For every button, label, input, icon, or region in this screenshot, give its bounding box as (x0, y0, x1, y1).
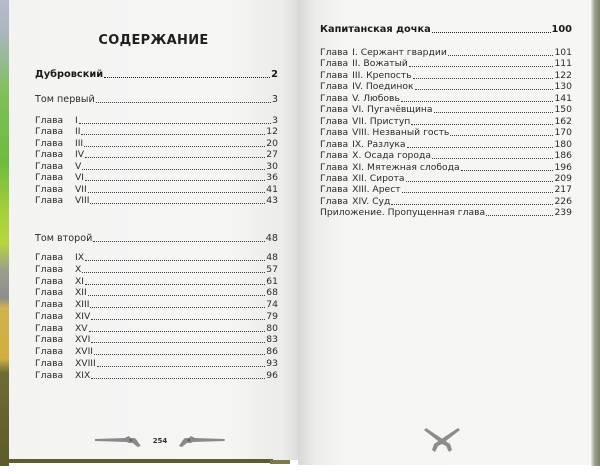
toc-chapter-row (35, 172, 278, 183)
chapter-title: Любовь (363, 92, 400, 104)
chapter-page: 80 (266, 322, 278, 334)
chapter-number: XIV (75, 310, 91, 322)
chapter-number: XI. (352, 161, 365, 173)
chapter-label (320, 196, 390, 207)
chapter-number: XVIII (75, 357, 96, 369)
leader-dots (461, 170, 554, 171)
chapter-number: X. (352, 150, 362, 162)
toc-chapter-row (35, 138, 278, 149)
chapter-page: 141 (554, 92, 572, 104)
toc-chapter-row (35, 115, 278, 126)
chapter-page: 27 (266, 149, 278, 161)
chapter-number: IX. (352, 138, 365, 150)
leader-dots (89, 331, 266, 332)
chapter-page: 196 (554, 161, 572, 173)
chapter-number: V. (352, 92, 361, 104)
chapter-label (35, 184, 87, 195)
chapter-number: XIX (75, 369, 91, 381)
pistol-right-icon (173, 434, 225, 448)
chapter-page: 43 (266, 195, 278, 207)
book-cover-bottom-right (270, 460, 290, 464)
leader-dots (81, 134, 265, 135)
toc-chapter-row (35, 287, 278, 298)
chapter-page: 48 (266, 252, 278, 263)
chapter-title: Сержант гвардии (360, 47, 447, 58)
book-cover-spine (0, 0, 9, 466)
toc-entry-volume-two (35, 233, 278, 244)
leader-dots (391, 204, 553, 205)
chapter-title: Осада города (364, 150, 431, 162)
chapter-number: II (75, 126, 81, 138)
toc-chapter-row (35, 311, 278, 322)
chapter-page: 130 (554, 81, 572, 93)
chapter-number: XII (75, 287, 87, 299)
leader-dots (415, 89, 554, 90)
chapter-page: 30 (266, 160, 278, 172)
chapter-page: 170 (554, 127, 572, 139)
chapter-page: 36 (266, 172, 278, 184)
toc-chapter-row (320, 173, 572, 184)
chapter-page: 180 (554, 138, 572, 150)
leader-dots (407, 147, 554, 148)
toc-chapter-row (35, 358, 278, 369)
leader-dots (411, 124, 553, 125)
chapter-page: 74 (266, 299, 278, 310)
chapter-number: III. (352, 69, 364, 81)
chapter-label (320, 162, 460, 173)
toc-chapter-row (35, 276, 278, 287)
chapter-number: III (75, 137, 84, 149)
leader-dots (88, 295, 266, 296)
entry-page: 3 (271, 94, 278, 105)
entry-title: Том второй (35, 233, 93, 244)
chapter-word: Глава (35, 115, 64, 126)
chapter-number: IV. (352, 81, 363, 93)
chapter-title: Разлука (367, 138, 406, 150)
chapter-page: 68 (266, 287, 278, 299)
leader-dots (434, 112, 554, 113)
leader-dots (82, 272, 265, 273)
toc-chapter-row (320, 184, 572, 195)
chapter-label (320, 81, 414, 92)
toc-chapter-row (35, 126, 278, 137)
chapter-page: 86 (266, 346, 278, 357)
chapter-word: Глава (320, 195, 349, 207)
chapter-number: XV (75, 322, 88, 334)
chapter-word: Глава (320, 58, 349, 70)
crossed-pistols-icon (424, 426, 460, 454)
leader-dots (409, 66, 554, 67)
chapter-label (35, 334, 90, 345)
chapter-number: X (75, 263, 82, 275)
chapter-label (320, 139, 406, 150)
chapter-label (35, 358, 96, 369)
chapter-number: I (75, 115, 78, 126)
chapter-label (320, 116, 410, 127)
chapter-number: II. (352, 58, 361, 70)
chapter-label (35, 276, 84, 287)
chapter-number: VIII (75, 195, 90, 207)
toc-chapter-row (320, 162, 572, 173)
toc-chapter-row (35, 264, 278, 275)
toc-chapter-row (35, 334, 278, 345)
chapter-number: XVII (75, 346, 93, 357)
chapter-word: Глава (320, 81, 349, 93)
chapter-number: I. (352, 47, 358, 58)
chapter-label (35, 252, 84, 263)
chapter-number: XIII (75, 299, 90, 310)
toc-chapter-row (35, 149, 278, 160)
leader-dots (85, 260, 265, 261)
toc-entry-dubrovsky (35, 69, 278, 80)
leader-dots (432, 32, 551, 33)
chapter-number: XIV. (352, 195, 370, 207)
page-number: 254 (152, 437, 168, 445)
chapter-page: 96 (266, 369, 278, 381)
chapter-number: VII (75, 183, 87, 195)
leader-dots (94, 354, 265, 355)
leader-dots (79, 123, 271, 124)
chapter-page: 122 (554, 69, 572, 81)
chapter-number: V (75, 160, 82, 172)
chapter-label (35, 195, 89, 206)
chapter-label (35, 264, 81, 275)
entry-page: 100 (551, 24, 572, 35)
chapter-label (35, 126, 80, 137)
entry-title: Капитанская дочка (320, 24, 431, 35)
leader-dots (85, 284, 265, 285)
leader-dots (91, 342, 265, 343)
entry-page: 48 (265, 233, 278, 244)
chapter-number: VII. (352, 115, 367, 127)
entry-title: Дубровский (35, 69, 104, 80)
page-footer-left (95, 432, 225, 450)
chapter-word: Глава (35, 126, 64, 138)
chapter-word: Глава (320, 127, 349, 139)
chapter-page: 3 (272, 115, 278, 126)
chapter-word: Глава (35, 357, 64, 369)
chapter-label (320, 93, 400, 104)
leader-dots (85, 157, 265, 158)
toc-entry-captains-daughter (320, 24, 572, 35)
chapter-label (320, 127, 449, 138)
chapter-label (35, 323, 88, 334)
toc-chapter-row (35, 299, 278, 310)
chapter-word: Глава (35, 137, 64, 149)
leader-dots (91, 378, 265, 379)
chapter-title: Арест (372, 184, 401, 196)
toc-chapter-row (35, 184, 278, 195)
chapter-number: XII. (352, 172, 367, 184)
chapter-page: 150 (554, 104, 572, 116)
toc-entry-appendix (320, 207, 572, 218)
leader-dots (88, 192, 266, 193)
leader-dots (96, 102, 271, 103)
chapter-word: Глава (320, 115, 349, 127)
chapter-title: Сирота (369, 172, 405, 184)
leader-dots (84, 146, 265, 147)
chapter-number: XI (75, 275, 85, 287)
toc-chapter-row (320, 70, 572, 81)
chapter-word: Глава (320, 161, 349, 173)
book-cover-edge-right (591, 0, 600, 466)
chapter-word: Глава (35, 369, 64, 381)
chapter-word: Глава (35, 172, 64, 184)
toc-chapter-row (35, 161, 278, 172)
chapter-label (35, 299, 89, 310)
chapter-page: 79 (266, 310, 278, 322)
chapter-word: Глава (35, 263, 64, 275)
toc-chapter-row (35, 195, 278, 206)
book-cover-bottom-left (5, 459, 273, 463)
chapter-title: Суд (372, 195, 391, 207)
leader-dots (450, 135, 553, 136)
chapter-word: Глава (35, 287, 64, 299)
chapter-word: Глава (35, 183, 64, 195)
entry-page: 2 (271, 69, 278, 80)
chapter-page: 41 (266, 183, 278, 195)
chapter-word: Глава (35, 149, 64, 161)
toc-chapter-row (320, 139, 572, 150)
chapter-word: Глава (35, 346, 64, 357)
chapter-word: Глава (320, 47, 349, 58)
toc-chapter-row (320, 47, 572, 58)
chapter-number: VIII. (352, 127, 370, 139)
leader-dots (97, 366, 266, 367)
chapter-number: IX (75, 252, 85, 263)
chapter-title: Вожатый (363, 58, 408, 70)
chapter-word: Глава (35, 299, 64, 310)
leader-dots (486, 215, 553, 216)
chapter-page: 101 (554, 47, 572, 58)
chapter-label (320, 70, 412, 81)
chapter-label (320, 150, 431, 161)
chapter-label (35, 370, 90, 381)
chapter-label (320, 184, 401, 195)
entry-title: Приложение. Пропущенная глава (320, 207, 486, 219)
toc-chapter-row (320, 196, 572, 207)
chapter-page: 12 (266, 126, 278, 138)
toc-chapter-row (320, 116, 572, 127)
chapter-page: 209 (554, 172, 572, 184)
chapter-title: Пугачёвщина (367, 104, 433, 116)
chapter-label (35, 161, 81, 172)
toc-chapter-row (35, 252, 278, 263)
chapter-title: Незваный гость (372, 127, 450, 139)
leader-dots (90, 203, 265, 204)
chapter-page: 217 (554, 184, 572, 196)
chapter-page: 186 (554, 150, 572, 162)
chapter-page: 111 (554, 58, 572, 70)
leader-dots (104, 77, 270, 78)
chapter-word: Глава (320, 184, 349, 196)
chapter-word: Глава (35, 334, 64, 346)
chapter-word: Глава (320, 172, 349, 184)
chapter-number: IV (75, 149, 84, 161)
chapter-page: 93 (266, 357, 278, 369)
chapter-page: 57 (266, 263, 278, 275)
toc-chapter-row (320, 150, 572, 161)
chapter-page: 226 (554, 195, 572, 207)
chapter-label (320, 47, 447, 58)
chapter-word: Глава (35, 322, 64, 334)
chapter-page: 83 (266, 334, 278, 346)
chapter-label (35, 149, 84, 160)
chapter-word: Глава (320, 138, 349, 150)
chapter-label (35, 287, 87, 298)
toc-chapter-row (320, 81, 572, 92)
chapter-title: Крепость (366, 69, 412, 81)
chapter-label (320, 58, 408, 69)
leader-dots (432, 158, 553, 159)
chapter-word: Глава (320, 150, 349, 162)
toc-chapter-row (320, 127, 572, 138)
leader-dots (82, 169, 265, 170)
leader-dots (402, 192, 554, 193)
entry-title: Том первый (35, 94, 95, 105)
chapter-label (35, 311, 90, 322)
chapter-label (320, 104, 433, 115)
chapter-page: 61 (266, 275, 278, 287)
chapter-word: Глава (320, 104, 349, 116)
leader-dots (93, 241, 264, 242)
leader-dots (90, 307, 265, 308)
chapter-label (35, 172, 84, 183)
chapter-number: VI (75, 172, 84, 184)
toc-chapter-row (35, 370, 278, 381)
chapter-label (35, 138, 83, 149)
chapter-word: Глава (320, 69, 349, 81)
leader-dots (85, 180, 265, 181)
chapter-word: Глава (35, 275, 64, 287)
toc-chapter-row (35, 346, 278, 357)
leader-dots (406, 181, 554, 182)
toc-chapter-row (320, 58, 572, 69)
chapter-number: XIII. (352, 184, 370, 196)
chapter-page: 162 (554, 115, 572, 127)
chapter-title: Приступ (369, 115, 411, 127)
chapter-title: Мятежная слобода (367, 161, 460, 173)
chapter-word: Глава (35, 252, 64, 263)
leader-dots (401, 101, 554, 102)
toc-entry-volume-one (35, 94, 278, 105)
chapter-number: XVI (75, 334, 91, 346)
chapter-number: VI. (352, 104, 365, 116)
toc-chapter-row (35, 323, 278, 334)
toc-title: СОДЕРЖАНИЕ (98, 33, 209, 48)
leader-dots (448, 55, 554, 56)
chapter-title: Поединок (365, 81, 414, 93)
chapter-word: Глава (320, 92, 349, 104)
chapter-label (35, 115, 78, 126)
chapter-page: 20 (266, 137, 278, 149)
chapter-word: Глава (35, 195, 64, 207)
entry-page: 239 (554, 207, 572, 219)
toc-chapter-row (320, 104, 572, 115)
chapter-word: Глава (35, 160, 64, 172)
leader-dots (91, 319, 265, 320)
chapter-label (35, 346, 93, 357)
toc-chapter-row (320, 93, 572, 104)
pistol-left-icon (95, 434, 147, 448)
leader-dots (413, 78, 554, 79)
chapter-label (320, 173, 405, 184)
chapter-word: Глава (35, 310, 64, 322)
